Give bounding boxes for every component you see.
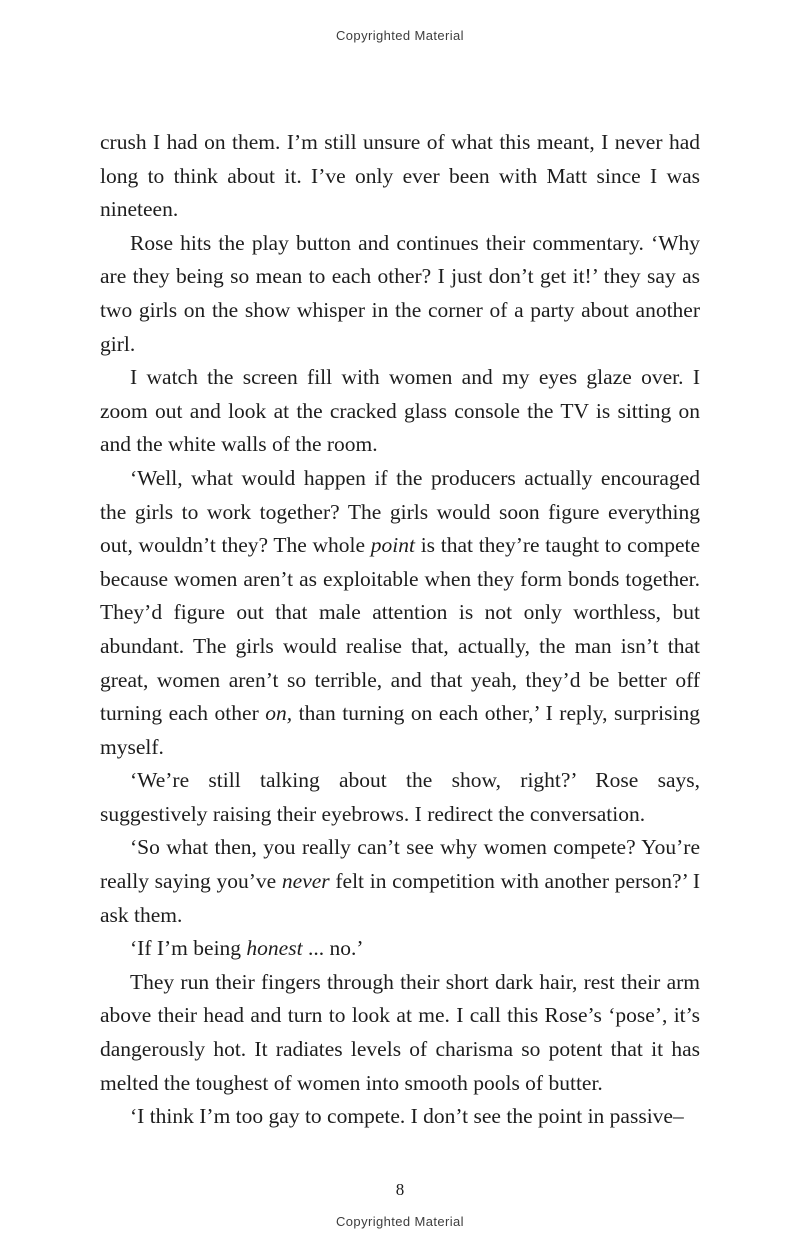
body-text-segment: I watch the screen fill with women and my eyes glaze over. I zoom out and look at the cracked glass console the TV is sitting on and the white walls of the room. xyxy=(100,365,700,457)
body-text-segment: ‘So what then, you really can’t see why women compete? You’re really saying you’ve xyxy=(100,835,700,894)
page-body xyxy=(100,126,700,1134)
body-text-segment: is that they’re taught to compete because women aren’t as exploitable when they form bonds together. They’d figure out that male attention is not only worthless, but abundant. The girls would realise that, actually, the man isn’t that great, women aren’t so terrible, and that yeah, they’d be better off turning each other xyxy=(100,533,701,726)
paragraph xyxy=(100,361,700,462)
paragraph xyxy=(100,764,700,831)
body-text-segment: ‘I think I’m too gay to compete. I don’t see the point in passive– xyxy=(130,1104,684,1129)
body-text-segment: They run their fingers through their short dark hair, rest their arm above their head and turn to look at me. I call this Rose’s ‘pose’, it’s dangerously hot. It radiates levels of charisma so potent that it has melted the toughest of women into smooth pools of butter. xyxy=(100,969,700,1095)
body-text-segment: than turning on each other,’ I reply, surprising myself. xyxy=(100,701,700,759)
page-number: 8 xyxy=(395,1180,405,1199)
paragraph xyxy=(100,126,700,227)
italic-text: point xyxy=(370,533,415,558)
body-text-segment: ‘If I’m being xyxy=(130,936,247,961)
paragraph xyxy=(100,932,700,966)
paragraph xyxy=(100,227,700,361)
paragraph xyxy=(100,966,700,1100)
body-text-segment: Rose hits the play button and continues their commentary. ‘Why are they being so mean to each other? I just don’t get it!’ they say as two girls on the show whisper in the corner of a party about another girl. xyxy=(100,230,700,356)
body-text-segment: crush I had on them. I’m still unsure of what this meant, I never had long to think about it. I’ve only ever been with Matt since I was nineteen. xyxy=(100,130,700,222)
body-text-segment: ‘We’re still talking about the show, right?’ Rose says, suggestively raising their eyebrows. I redirect the conversation. xyxy=(100,768,700,826)
italic-text: never xyxy=(281,869,330,894)
italic-text: honest xyxy=(246,936,303,961)
copyright-notice-bottom: Copyrighted Material xyxy=(336,1214,464,1229)
body-text-segment: felt in competition with another person?’ I ask them. xyxy=(100,869,701,927)
paragraph xyxy=(100,1100,700,1134)
italic-text: on, xyxy=(265,701,293,726)
paragraph xyxy=(100,462,700,764)
body-text-segment: ‘Well, what would happen if the producers actually encouraged the girls to work together? The girls would soon figure everything out, wouldn’t they? The whole xyxy=(100,465,700,558)
body-text-segment: ... no.’ xyxy=(302,936,364,961)
copyright-notice-top: Copyrighted Material xyxy=(336,28,464,43)
paragraph xyxy=(100,831,700,932)
